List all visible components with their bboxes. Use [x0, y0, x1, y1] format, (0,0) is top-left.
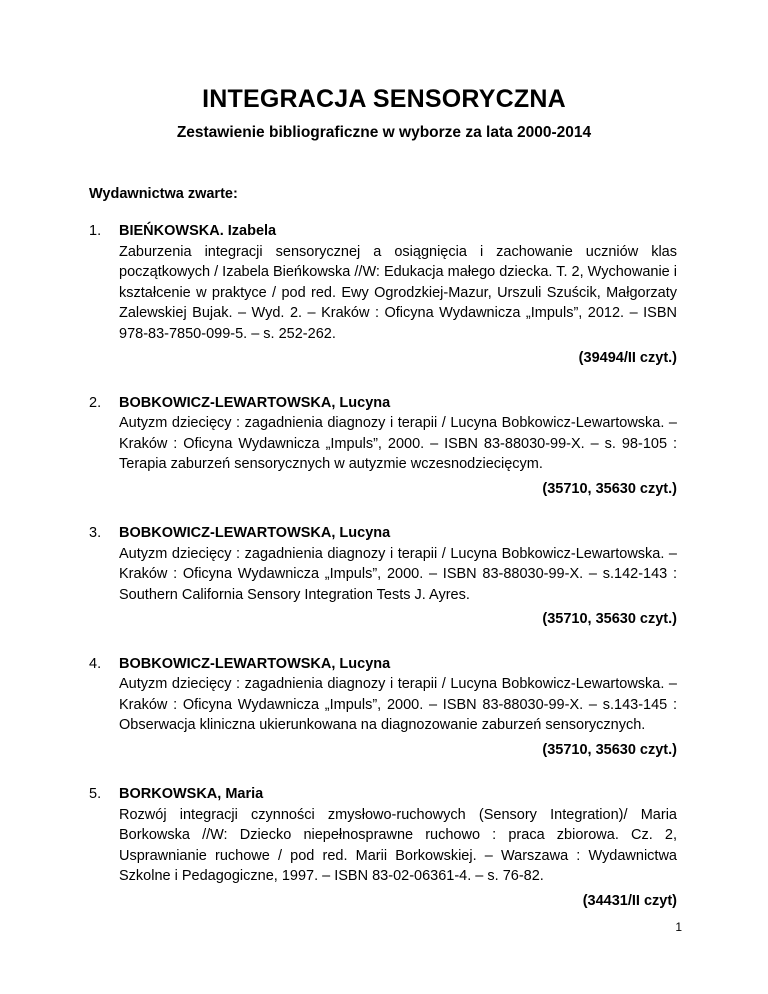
page-number: 1	[675, 920, 682, 934]
entry-author: BOBKOWICZ-LEWARTOWSKA, Lucyna	[119, 525, 391, 541]
document-subtitle: Zestawienie bibliograficzne w wyborze za lata 2000-2014	[176, 124, 592, 141]
entry-author: BORKOWSKA, Maria	[119, 786, 264, 802]
document-title: INTEGRACJA SENSORYCZNA	[202, 85, 566, 113]
section-heading: Wydawnictwa zwarte:	[89, 186, 238, 202]
bibliography-entry	[89, 523, 677, 630]
bibliography-entry	[89, 221, 677, 369]
entry-number: 2.	[89, 394, 102, 411]
bibliography-entry	[89, 393, 677, 500]
entry-number: 4.	[89, 655, 102, 672]
bibliography-entry	[89, 654, 677, 761]
entry-number: 1.	[89, 223, 102, 239]
entry-author: BIEŃKOWSKA. Izabela	[119, 223, 277, 239]
entry-signature: (39494/II czyt.)	[578, 350, 677, 366]
entry-signature: (35710, 35630 czyt.)	[542, 480, 677, 497]
bibliography-list	[89, 221, 677, 935]
entry-number: 3.	[89, 525, 102, 541]
entry-description: Autyzm dziecięcy : zagadnienia diagnozy i terapii / Lucyna Bobkowicz-Lewartowska. – Kraków : Oficyna Wydawnicza „Impuls”, 2000. – ISBN 83-88030-99-X. – s. 98-105 : Terapia zaburzeń sensorycznych w autyzmie wczesnodziecięcym.	[119, 415, 677, 472]
entry-description: Rozwój integracji czynności zmysłowo-ruchowych (Sensory Integration)/ Maria Borkowska //W: Dziecko niepełnosprawne ruchowo : praca zbiorowa. Cz. 2, Usprawnianie ruchowe / pod red. Marii Borkowskiej. – Warszawa : Wydawnictwa Szkolne i Pedagogiczne, 1997. – ISBN 83-02-06361-4. – s. 76-82.	[119, 806, 677, 884]
entry-signature: (35710, 35630 czyt.)	[542, 611, 677, 627]
entry-description: Autyzm dziecięcy : zagadnienia diagnozy i terapii / Lucyna Bobkowicz-Lewartowska. – Kraków : Oficyna Wydawnicza „Impuls”, 2000. – ISBN 83-88030-99-X. – s.142-143 : Southern California Sensory Integration Tests J. Ayres.	[119, 545, 677, 603]
entry-signature: (35710, 35630 czyt.)	[542, 741, 677, 758]
entry-description: Autyzm dziecięcy : zagadnienia diagnozy i terapii / Lucyna Bobkowicz-Lewartowska. – Kraków : Oficyna Wydawnicza „Impuls”, 2000. – ISBN 83-88030-99-X. – s.143-145 : Obserwacja kliniczna ukierunkowana na diagnozowanie zaburzeń sensorycznych.	[119, 676, 677, 733]
entry-number: 5.	[89, 786, 102, 802]
bibliography-entry	[89, 784, 677, 911]
entry-signature: (34431/II czyt)	[582, 892, 677, 909]
entry-author: BOBKOWICZ-LEWARTOWSKA, Lucyna	[119, 394, 391, 411]
entry-description: Zaburzenia integracji sensorycznej a osiągnięcia i zachowanie uczniów klas początkowych / Izabela Bieńkowska //W: Edukacja małego dziecka. T. 2, Wychowanie i kształcenie w praktyce / pod red. Ewy Ogrodzkiej-Mazur, Urszuli Szuścik, Małgorzaty Zalewskiej Bujak. – Wyd. 2. – Kraków : Oficyna Wydawnicza „Impuls”, 2012. – ISBN 978-83-7850-099-5. – s. 252-262.	[119, 243, 677, 342]
entry-author: BOBKOWICZ-LEWARTOWSKA, Lucyna	[119, 655, 391, 672]
